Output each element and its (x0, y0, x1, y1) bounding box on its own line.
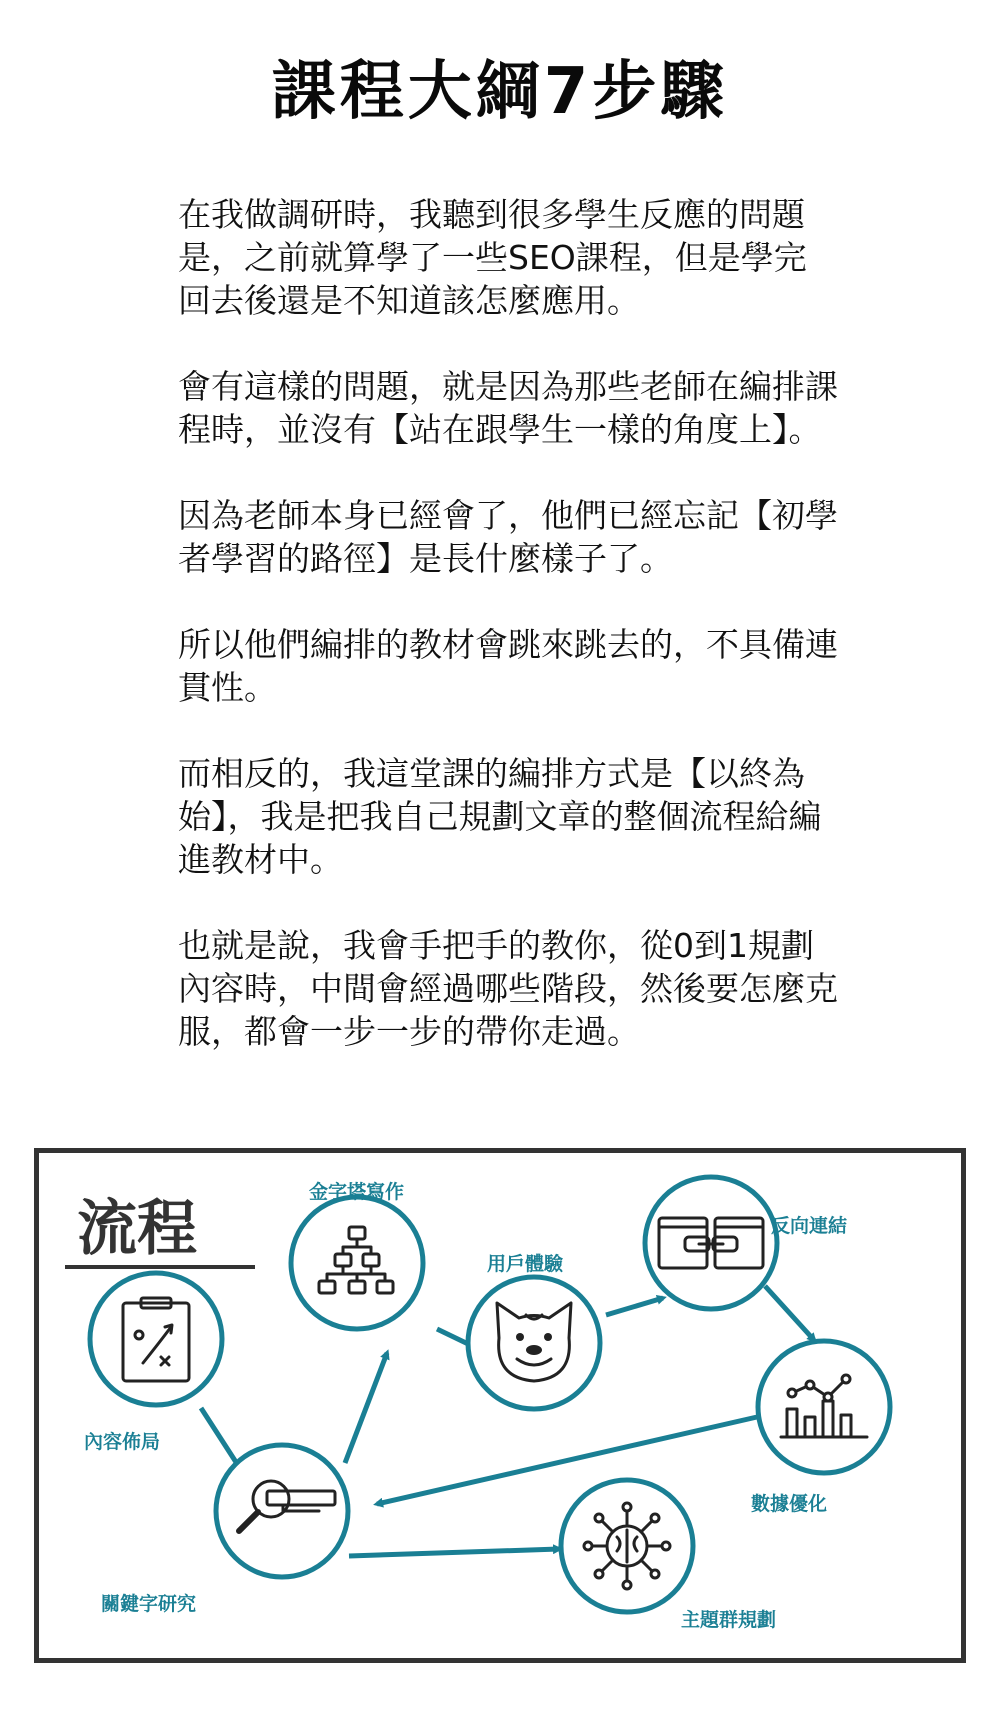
article-body (178, 193, 838, 1096)
step-content-layout (90, 1273, 222, 1405)
step-label-user-experience: 用戶體驗 (487, 1253, 564, 1275)
step-keyword-research (216, 1445, 348, 1577)
heading-underline (65, 1265, 255, 1269)
step-label-topic-cluster: 主題群規劃 (681, 1609, 777, 1631)
paragraph: 在我做調研時，我聽到很多學生反應的問題是，之前就算學了一些SEO課程，但是學完回去後還是不知道該怎麼應用。 (178, 195, 807, 320)
step-label-content-layout: 內容佈局 (84, 1431, 161, 1453)
step-data-optimization (758, 1341, 890, 1473)
brain-network-icon (584, 1503, 670, 1589)
arrow-keyword-to-pyramid (345, 1353, 387, 1463)
paragraph: 因為老師本身已經會了，他們已經忘記【初學者學習的路徑】是長什麼樣子了。 (178, 496, 838, 578)
step-label-pyramid-writing: 金字塔寫作 (309, 1181, 405, 1203)
page-title: 課程大綱7步驟 (271, 55, 729, 129)
arrow-keyword-to-topic (349, 1549, 559, 1556)
arrow-ux-to-backlink (606, 1298, 663, 1315)
paragraph: 會有這樣的問題，就是因為那些老師在編排課程時，並沒有【站在跟學生一樣的角度上】。 (178, 367, 838, 449)
step-label-backlinks: 反向連結 (771, 1215, 848, 1237)
flow-heading: 流程 (77, 1194, 197, 1264)
arrow-backlink-to-data (765, 1286, 814, 1340)
flow-diagram (34, 1148, 966, 1663)
step-topic-cluster (561, 1480, 693, 1612)
step-backlinks (645, 1177, 777, 1309)
step-label-keyword-research: 關鍵字研究 (101, 1593, 197, 1615)
step-label-data-optimization: 數據優化 (751, 1493, 828, 1515)
step-user-experience (468, 1277, 600, 1409)
paragraph: 所以他們編排的教材會跳來跳去的，不具備連貫性。 (178, 625, 838, 707)
paragraph: 而相反的，我這堂課的編排方式是【以終為始】，我是把我自己規劃文章的整個流程給編進教材中。 (178, 754, 822, 879)
step-pyramid-writing (291, 1197, 423, 1329)
arrow-data-to-keyword (377, 1417, 757, 1504)
paragraph: 也就是說，我會手把手的教你，從0到1規劃內容時，中間會經過哪些階段，然後要怎麼克服，都會一步一步的帶你走過。 (178, 926, 838, 1051)
